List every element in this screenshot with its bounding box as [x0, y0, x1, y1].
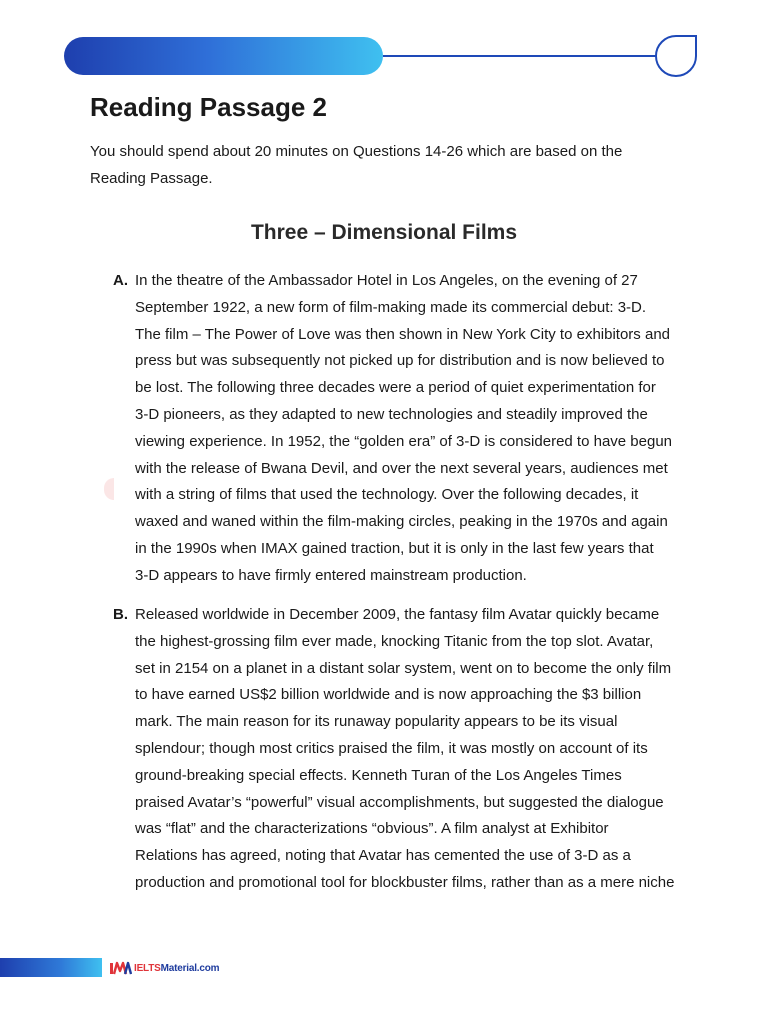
paragraph-b	[113, 602, 683, 897]
header-gradient-bar	[64, 37, 383, 75]
paragraph-a	[113, 268, 683, 590]
passage-title: Three – Dimensional Films	[250, 221, 518, 244]
text-line: with a string of films that used the technology. Over the following decades, it	[135, 486, 639, 504]
text-line: be lost. The following three decades were a period of quiet experimentation for	[135, 379, 656, 397]
paragraph-letter: B.	[113, 606, 128, 623]
text-line: praised Avatar’s “powerful” visual accomplishments, but suggested the dialogue	[135, 793, 664, 811]
paragraph-letter: A.	[113, 272, 128, 289]
text-line: mark. The main reason for its runaway popularity appears to be its visual	[135, 713, 618, 731]
footer-logo[interactable]	[110, 960, 219, 976]
text-line: was “flat” and the characterizations “obvious”. A film analyst at Exhibitor	[135, 820, 609, 838]
intro-line: Reading Passage.	[90, 170, 213, 187]
text-line: production and promotional tool for blockbuster films, rather than as a mere niche	[135, 873, 675, 891]
logo-ielts-text: IELTS	[134, 962, 161, 974]
paragraph-text	[135, 602, 683, 897]
text-line: waxed and waned within the film-making circles, peaking in the 1970s and again	[135, 513, 668, 531]
paragraph-text	[135, 268, 683, 590]
footer-gradient-bar	[0, 958, 102, 977]
intro-line: You should spend about 20 minutes on Questions 14-26 which are based on the	[90, 143, 623, 160]
text-line: In the theatre of the Ambassador Hotel in Los Angeles, on the evening of 27	[135, 272, 638, 289]
page-title: Reading Passage 2	[90, 92, 327, 122]
text-line: the highest-grossing film ever made, knocking Titanic from the top slot. Avatar,	[135, 632, 654, 650]
drop-outline-icon	[653, 33, 699, 79]
text-line: in the 1990s when IMAX gained traction, but it is only in the last few years that	[135, 539, 654, 557]
text-line: Relations has agreed, noting that Avatar has cemented the use of 3-D as a	[135, 847, 631, 865]
intro-instructions	[90, 138, 690, 192]
text-line: September 1922, a new form of film-making made its commercial debut: 3-D.	[135, 298, 647, 316]
text-line: The film – The Power of Love was then shown in New York City to exhibitors and	[135, 325, 670, 343]
text-line: press but was subsequently not picked up for distribution and is now believed to	[135, 352, 665, 370]
footer-logo-text	[134, 963, 219, 974]
text-line: with the release of Bwana Devil, and over the next several years, audiences met	[135, 459, 668, 477]
text-line: 3-D appears to have firmly entered mainstream production.	[135, 566, 527, 584]
text-line: 3-D pioneers, as they adapted to new technologies and steadily improved the	[135, 405, 648, 423]
text-line: set in 2154 on a planet in a distant solar system, went on to become the only film	[135, 659, 672, 677]
ielts-material-logo-icon	[110, 961, 132, 975]
text-line: viewing experience. In 1952, the “golden era” of 3-D is considered to have begun	[135, 432, 673, 450]
header-divider-line	[383, 55, 658, 57]
text-line: splendour; though most critics praised the film, it was mostly on account of its	[135, 739, 648, 757]
text-line: to have earned US$2 billion worldwide and is now approaching the $3 billion	[135, 686, 642, 704]
text-line: ground-breaking special effects. Kenneth Turan of the Los Angeles Times	[135, 766, 622, 784]
text-line: Released worldwide in December 2009, the fantasy film Avatar quickly became	[135, 606, 660, 623]
logo-domain-text: Material.com	[160, 962, 220, 974]
